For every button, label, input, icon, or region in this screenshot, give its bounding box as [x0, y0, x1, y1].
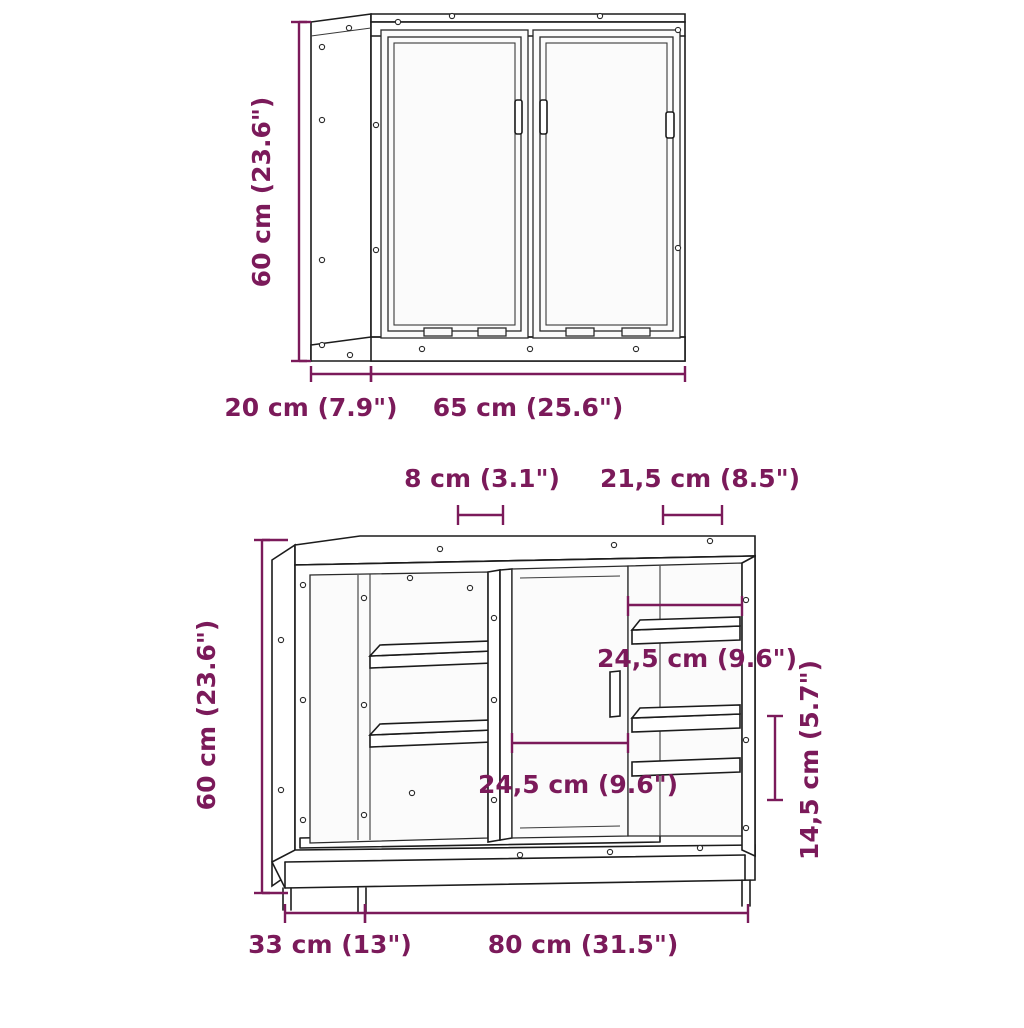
base-width-label: 80 cm (31.5") [487, 930, 679, 959]
lower-shelf-label: 14,5 cm (5.7") [795, 659, 824, 861]
base-depth-label: 33 cm (13") [248, 930, 412, 959]
dimension-wall-height [247, 22, 311, 361]
gap-right-label: 21,5 cm (8.5") [599, 464, 801, 493]
dimension-gap-left [404, 464, 560, 525]
wall-width-label: 65 cm (25.6") [432, 393, 624, 422]
wall-cabinet-drawing [311, 13, 685, 361]
dimension-base-width [365, 904, 748, 959]
shelf-right-label: 24,5 cm (9.6") [596, 644, 798, 673]
dimension-lower-shelf [767, 660, 824, 860]
wall-depth-label: 20 cm (7.9") [224, 393, 398, 422]
dimension-gap-right [600, 464, 800, 525]
compartment-label: 24,5 cm (9.6") [477, 770, 679, 799]
base-height-label: 60 cm (23.6") [192, 619, 221, 811]
gap-left-label: 8 cm (3.1") [404, 464, 560, 493]
sink-cabinet-drawing [272, 536, 755, 913]
dimension-wall-width [371, 366, 685, 422]
wall-height-label: 60 cm (23.6") [247, 96, 276, 288]
